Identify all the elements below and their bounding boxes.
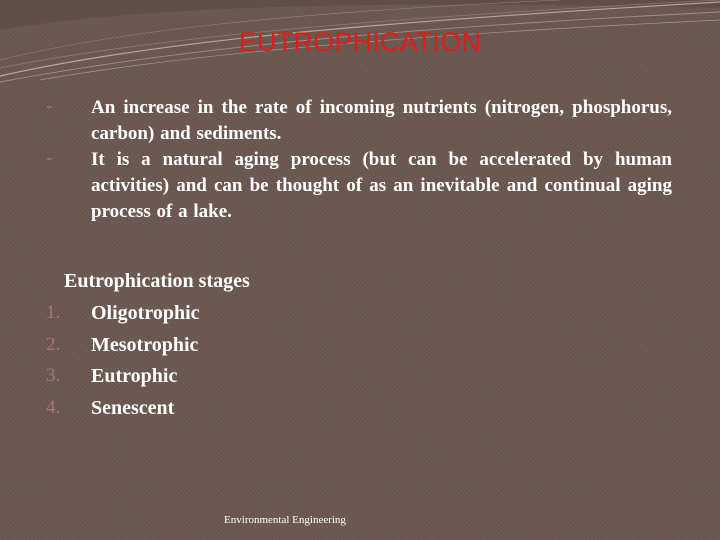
bullet-marker: - xyxy=(46,95,52,115)
stage-item xyxy=(46,363,446,395)
bullet-item xyxy=(46,95,672,147)
bullet-item xyxy=(46,147,672,225)
stage-label: Senescent xyxy=(91,396,175,419)
stage-number: 1. xyxy=(46,302,61,323)
bullet-list xyxy=(46,95,672,225)
stage-number: 4. xyxy=(46,396,61,418)
stage-number: 3. xyxy=(46,365,61,386)
bullet-text: It is a natural aging process (but can be accelerated by human activities) and can be thought of as an inevitable and continual aging process of a lake. xyxy=(91,149,672,222)
stage-item xyxy=(46,332,446,364)
bullet-text: An increase in the rate of incoming nutrients (nitrogen, phosphorus, carbon) and sediments. xyxy=(91,97,672,144)
stages-list xyxy=(46,300,446,426)
stages-heading: Eutrophication stages xyxy=(64,270,250,292)
slide-title: EUTROPHICATION xyxy=(238,27,482,57)
slide-footer: Environmental Engineering xyxy=(224,514,346,526)
stage-label: Eutrophic xyxy=(91,365,178,387)
stage-number: 2. xyxy=(46,333,61,355)
bullet-marker: - xyxy=(46,147,52,167)
stage-item xyxy=(46,395,446,427)
stage-item xyxy=(46,300,446,332)
stage-label: Oligotrophic xyxy=(91,302,200,324)
stage-label: Mesotrophic xyxy=(91,333,199,356)
